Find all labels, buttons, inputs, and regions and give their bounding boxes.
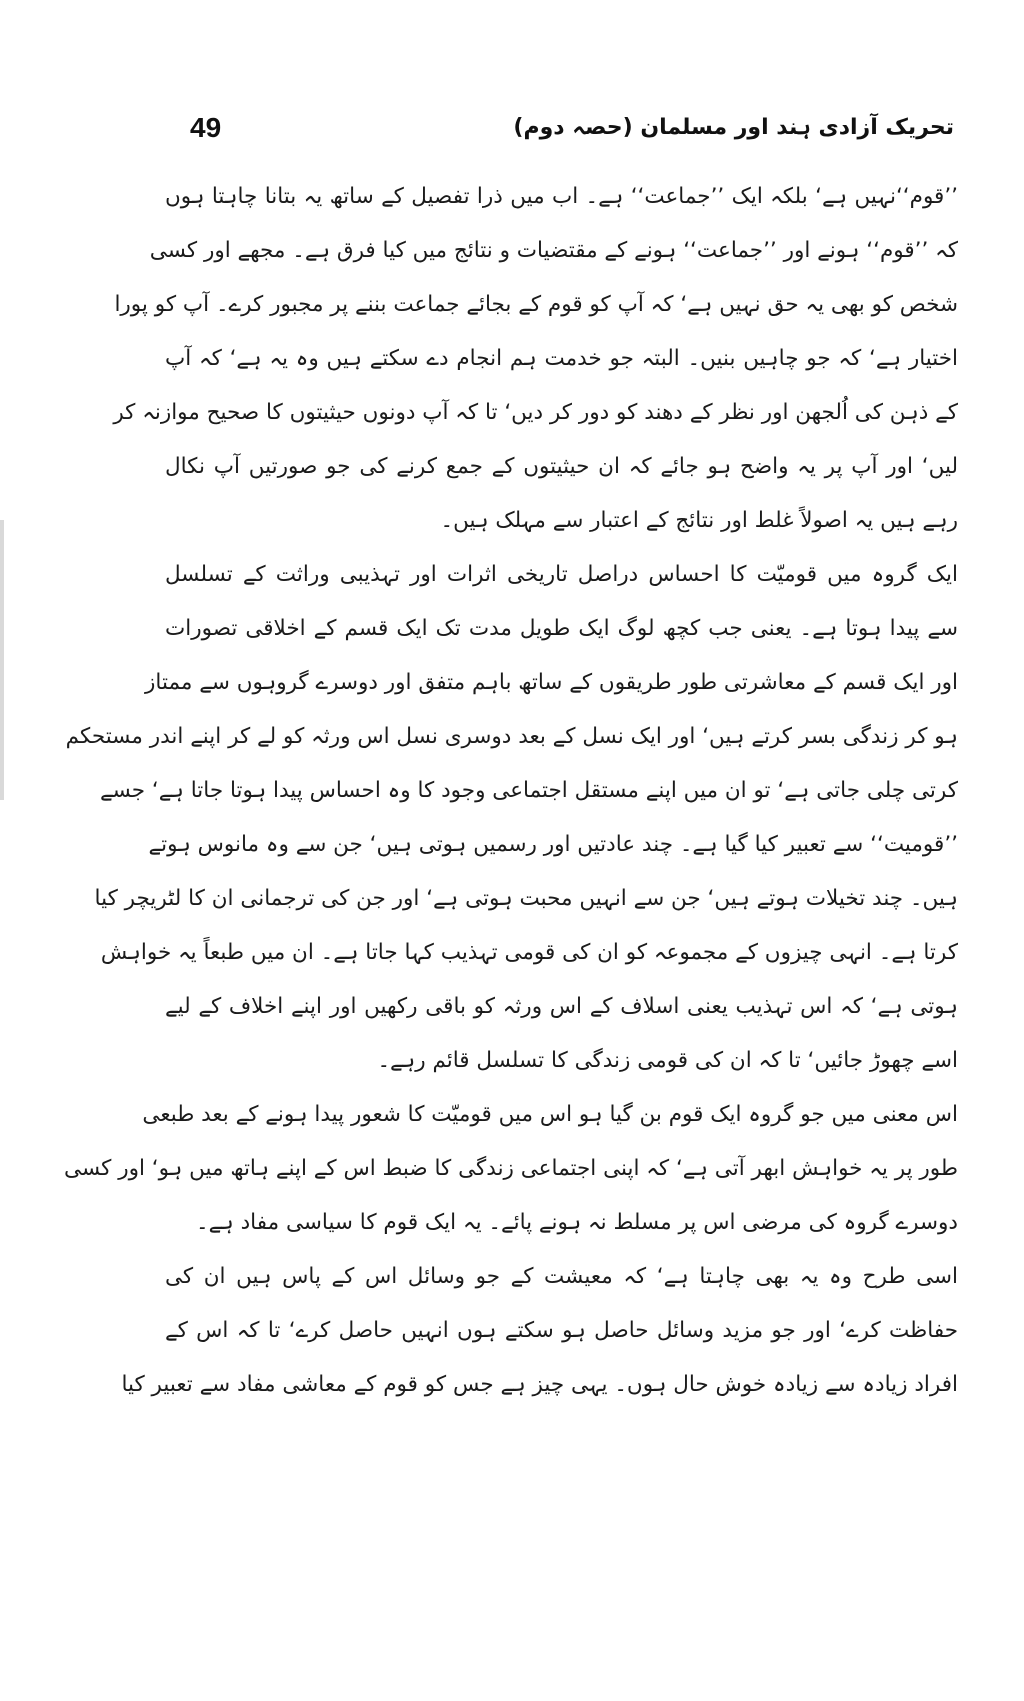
text-line: ’’قومیت‘‘ سے تعبیر کیا گیا ہے۔ چند عادتیں اور رسمیں ہوتی ہیں‘ جن سے وہ مانوس ہوتے — [148, 832, 958, 857]
text-line: افراد زیادہ سے زیادہ خوش حال ہوں۔ یہی چیز ہے جس کو قوم کے معاشی مفاد سے تعبیر کیا — [121, 1372, 958, 1397]
text-line: حفاظت کرے‘ اور جو مزید وسائل حاصل ہو سکتے ہوں انہیں حاصل کرے‘ تا کہ اس کے — [165, 1318, 958, 1343]
running-title: تحریک آزادی ہند اور مسلمان (حصہ دوم) — [513, 115, 954, 140]
text-line: ہیں۔ چند تخیلات ہوتے ہیں‘ جن سے انہیں محبت ہوتی ہے‘ اور جن کی ترجمانی ان کا لٹریچر کیا — [94, 886, 958, 911]
text-line: سے پیدا ہوتا ہے۔ یعنی جب کچھ لوگ ایک طویل مدت تک ایک قسم کے اخلاقی تصورات — [165, 616, 958, 641]
text-line: اختیار ہے‘ کہ جو چاہیں بنیں۔ البتہ جو خدمت ہم انجام دے سکتے ہیں وہ یہ ہے‘ کہ آپ — [165, 346, 958, 371]
text-line: کہ ’’قوم‘‘ ہونے اور ’’جماعت‘‘ ہونے کے مقتضیات و نتائج میں کیا فرق ہے۔ مجھے اور کسی — [149, 238, 958, 263]
text-line: طور پر یہ خواہش ابھر آتی ہے‘ کہ اپنی اجتماعی زندگی کا ضبط اس کے اپنے ہاتھ میں ہو‘ اور کسی — [64, 1156, 958, 1181]
text-line: کرتی چلی جاتی ہے‘ تو ان میں اپنے مستقل اجتماعی وجود کا وہ احساس پیدا ہوتا جاتا ہے‘ جسے — [99, 778, 958, 803]
text-line: اسی طرح وہ یہ بھی چاہتا ہے‘ کہ معیشت کے جو وسائل اس کے پاس ہیں ان کی — [165, 1264, 958, 1289]
body-text — [64, 170, 958, 1412]
text-line: کے ذہن کی اُلجھن اور نظر کے دھند کو دور کر دیں‘ تا کہ آپ دونوں حیثیتوں کا صحیح موازنہ کر — [113, 400, 958, 425]
text-line: لیں‘ اور آپ پر یہ واضح ہو جائے کہ ان حیثیتوں کے جمع کرنے کی جو صورتیں آپ نکال — [165, 454, 958, 479]
text-line: شخص کو بھی یہ حق نہیں ہے‘ کہ آپ کو قوم کے بجائے جماعت بننے پر مجبور کرے۔ آپ کو پورا — [114, 292, 958, 317]
page-number: 49 — [190, 112, 222, 143]
text-line: اور ایک قسم کے معاشرتی طور طریقوں کے ساتھ باہم متفق اور دوسرے گروہوں سے ممتاز — [145, 670, 958, 695]
text-line: ہو کر زندگی بسر کرتے ہیں‘ اور ایک نسل کے بعد دوسری نسل اس ورثہ کو لے کر اپنے اندر مستحکم — [65, 724, 958, 749]
text-line: ہوتی ہے‘ کہ اس تہذیب یعنی اسلاف کے اس ورثہ کو باقی رکھیں اور اپنے اخلاف کے لیے — [165, 994, 958, 1019]
text-line: اسے چھوڑ جائیں‘ تا کہ ان کی قومی زندگی کا تسلسل قائم رہے۔ — [377, 1048, 958, 1073]
paragraph-4 — [121, 1250, 958, 1412]
text-line: دوسرے گروہ کی مرضی اس پر مسلط نہ ہونے پائے۔ یہ ایک قوم کا سیاسی مفاد ہے۔ — [195, 1210, 958, 1235]
page-header — [190, 108, 954, 148]
text-line: رہے ہیں یہ اصولاً غلط اور نتائج کے اعتبار سے مہلک ہیں۔ — [440, 508, 958, 533]
text-line: ایک گروہ میں قومیّت کا احساس دراصل تاریخی اثرات اور تہذیبی وراثت کے تسلسل — [165, 562, 958, 587]
page-edge-shadow — [0, 520, 4, 800]
paragraph-3 — [64, 1088, 958, 1250]
text-line: اس معنی میں جو گروہ ایک قوم بن گیا ہو اس میں قومیّت کا شعور پیدا ہونے کے بعد طبعی — [142, 1102, 958, 1127]
text-line: کرتا ہے۔ انہی چیزوں کے مجموعہ کو ان کی قومی تہذیب کہا جاتا ہے۔ ان میں طبعاً یہ خواہش — [100, 940, 958, 965]
paragraph-1 — [113, 170, 958, 548]
text-line: ’’قوم‘‘نہیں ہے‘ بلکہ ایک ’’جماعت‘‘ ہے۔ اب میں ذرا تفصیل کے ساتھ یہ بتانا چاہتا ہوں — [165, 184, 958, 209]
paragraph-2 — [65, 548, 958, 1088]
